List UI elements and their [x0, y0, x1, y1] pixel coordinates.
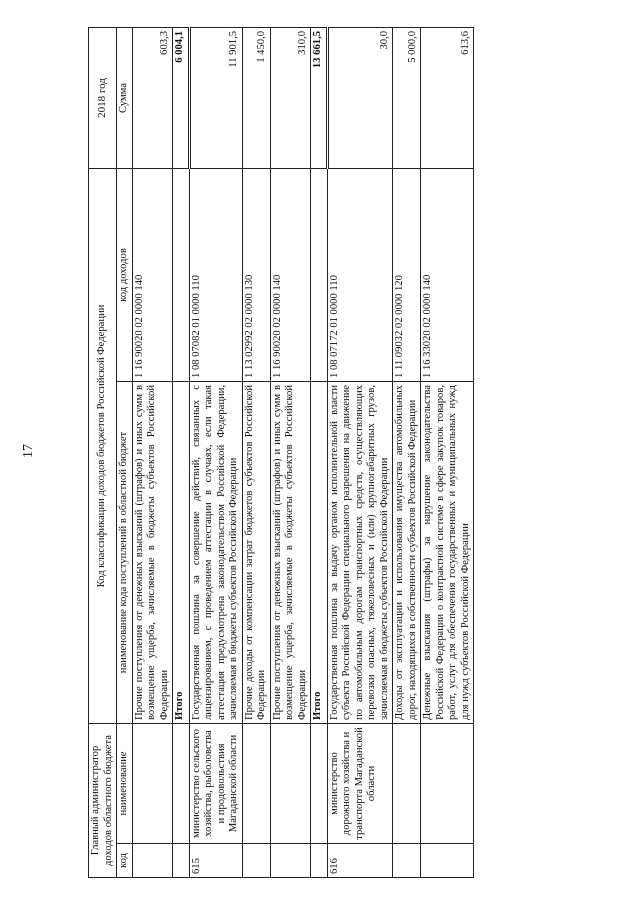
sum-cell: 30,0: [327, 27, 393, 168]
income-code-cell: 1 11 09032 02 0000 120: [393, 168, 421, 381]
year-header: 2018 год: [89, 27, 117, 168]
admin-name-column-header: наименование: [117, 724, 133, 844]
total-label-cell: Итого: [173, 382, 190, 724]
table-row: [242, 27, 270, 877]
income-name-cell: Доходы от эксплуатации и использования имущества автомобильных дорог, находящихся в собственности субъектов Российской Федерации: [393, 382, 421, 724]
admin-name-cell: [393, 724, 421, 844]
sum-cell: 603,3: [132, 27, 173, 168]
admin-code-cell: [421, 844, 474, 878]
admin-code-cell: [393, 844, 421, 878]
table-row: [421, 27, 474, 877]
sum-cell: 1 450,0: [242, 27, 270, 168]
table-row-total: [311, 27, 328, 877]
admin-code-cell: [132, 844, 173, 878]
rotated-table-wrapper: [88, 28, 593, 878]
admin-name-cell: министерство сельского хозяйства, рыболовства и продовольствия Магаданской области: [189, 724, 242, 844]
income-name-cell: Государственная пошлина за совершение действий, связанных с лицензированием, с проведением аттестации в случаях, если такая аттестация предусмотрена законодательством Российской Федерации, зачисляемая в бюджеты субъектов Российской Федерации: [189, 382, 242, 724]
income-code-cell: 1 13 02992 02 0000 130: [242, 168, 270, 381]
table-row: [327, 27, 393, 877]
sum-cell: 11 901,5: [189, 27, 242, 168]
sum-cell: 613,6: [421, 27, 474, 168]
admin-code-cell: [311, 844, 328, 878]
income-code-cell: 1 16 33020 02 0000 140: [421, 168, 474, 381]
income-code-cell: [311, 168, 328, 381]
admin-name-cell: [270, 724, 311, 844]
table-row: [189, 27, 242, 877]
income-name-cell: Прочие доходы от компенсации затрат бюджетов субъектов Российской Федерации: [242, 382, 270, 724]
admin-name-cell: [173, 724, 190, 844]
sum-cell: 310,0: [270, 27, 311, 168]
code-column-header: код: [117, 844, 133, 878]
table-row: [270, 27, 311, 877]
admin-name-cell: [242, 724, 270, 844]
income-code-cell: 1 08 07172 01 0000 110: [327, 168, 393, 381]
income-code-column-header: код доходов: [117, 168, 133, 381]
income-name-cell: Прочие поступления от денежных взысканий (штрафов) и иных сумм в возмещение ущерба, зачисляемые в бюджеты субъектов Российской Федерации: [270, 382, 311, 724]
kbk-group-header: Код классификации доходов бюджетов Российской Федерации: [89, 168, 117, 723]
income-code-cell: 1 08 07082 01 0000 110: [189, 168, 242, 381]
admin-code-cell: [173, 844, 190, 878]
total-sum-cell: 6 004,1: [173, 27, 190, 168]
sum-column-header: Сумма: [117, 27, 133, 168]
table-row: [132, 27, 173, 877]
income-code-cell: 1 16 90020 02 0000 140: [132, 168, 173, 381]
admin-group-header: Главный администратор доходов областного бюджета: [89, 724, 117, 878]
admin-name-cell: министерство дорожного хозяйства и транспорта Магаданской области: [327, 724, 393, 844]
admin-name-cell: [132, 724, 173, 844]
admin-code-cell: 615: [189, 844, 242, 878]
admin-code-cell: [242, 844, 270, 878]
admin-name-cell: [421, 724, 474, 844]
income-name-cell: Государственная пошлина за выдачу органом исполнительной власти субъекта Российской Федерации специального разрешения на движение по автомобильным дорогам транспортных средств, осуществляющих перевозки опасных, тяжеловесных и (или) крупногабаритных грузов, зачисляемая в бюджеты субъектов Российской Федерации: [327, 382, 393, 724]
table-row-total: [173, 27, 190, 877]
admin-code-cell: 616: [327, 844, 393, 878]
total-sum-cell: 13 661,5: [311, 27, 328, 168]
admin-name-cell: [311, 724, 328, 844]
income-name-column-header: наименование кода поступлений в областной бюджет: [117, 382, 133, 724]
admin-code-cell: [270, 844, 311, 878]
sum-cell: 5 000,0: [393, 27, 421, 168]
table-row: [393, 27, 421, 877]
income-name-cell: Денежные взыскания (штрафы) за нарушение законодательства Российской Федерации о контрактной системе в сфере закупок товаров, работ, услуг для обеспечения государственных и муниципальных нужд для нужд субъектов Российской Федерации: [421, 382, 474, 724]
income-classification-table: [88, 27, 474, 878]
page-number: 17: [21, 444, 36, 458]
total-label-cell: Итого: [311, 382, 328, 724]
income-code-cell: 1 16 90020 02 0000 140: [270, 168, 311, 381]
income-code-cell: [173, 168, 190, 381]
income-name-cell: Прочие поступления от денежных взысканий (штрафов) и иных сумм в возмещение ущерба, зачисляемые в бюджеты субъектов Российской Федерации: [132, 382, 173, 724]
